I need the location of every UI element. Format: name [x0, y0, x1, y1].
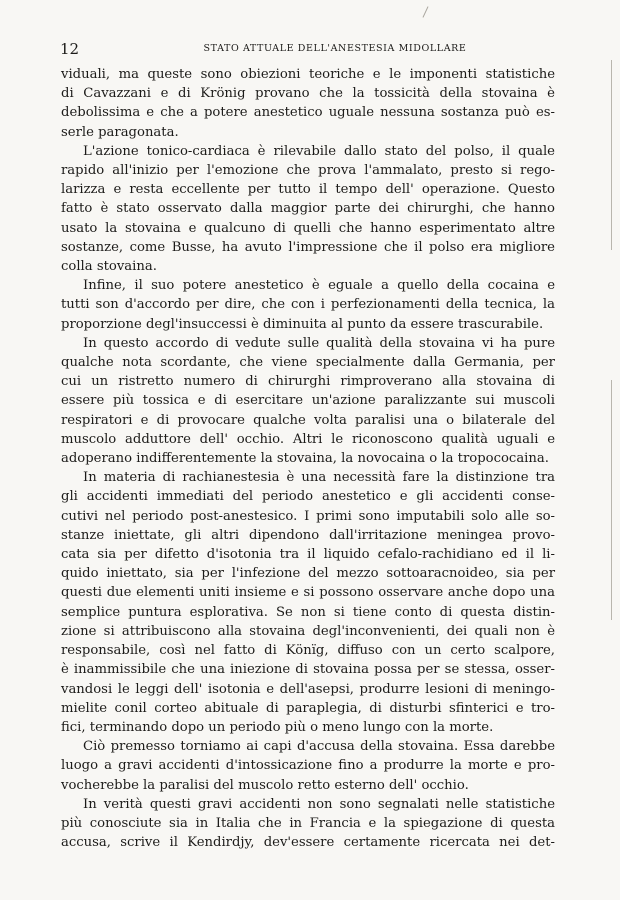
text-line: responsabile, così nel fatto di Könïg, diffuso con un certo scalpore,: [61, 643, 555, 659]
text-line: è inammissibile che una iniezione di stovaina possa per se stessa, osser-: [61, 662, 555, 678]
text-line: stanze iniettate, gli altri dipendono dall'irritazione meningea provo-: [61, 527, 555, 543]
text-line: di Cavazzani e di Krönig provano che la tossicità della stovaina è: [61, 86, 555, 102]
text-line: viduali, ma queste sono obiezioni teoriche e le imponenti statistiche: [61, 67, 555, 82]
text-line: muscolo adduttore dell' occhio. Altri le riconoscono qualità uguali e: [61, 431, 555, 447]
running-title: STATO ATTUALE DELL'ANESTESIA MIDOLLARE: [203, 43, 467, 54]
page-header: [60, 40, 560, 62]
text-line: mielite conil corteo abituale di paraplegia, di disturbi sfinterici e tro-: [61, 700, 555, 716]
text-line: adoperano indifferentemente la stovaina, la novocaina o la tropococaina.: [61, 451, 549, 467]
text-line: gli accidenti immediati del periodo anestetico e gli accidenti conse-: [61, 489, 555, 505]
text-line: fici, terminando dopo un periodo più o meno lungo con la morte.: [61, 719, 494, 735]
margin-tick-mark: [423, 6, 429, 17]
right-edge-shadow: [611, 380, 612, 620]
text-line: accusa, scrive il Kendirdjy, dev'essere certamente ricercata nei det-: [61, 835, 555, 851]
page-number: 12: [60, 40, 80, 58]
text-line: semplice puntura esplorativa. Se non si tiene conto di questa distin-: [61, 604, 555, 620]
text-line: colla stovaina.: [61, 259, 157, 275]
text-line: luogo a gravi accidenti d'intossicazione fino a produrre la morte e pro-: [61, 758, 555, 774]
text-line: larizza e resta eccellente per tutto il tempo dell' operazione. Questo: [61, 182, 555, 198]
right-edge-shadow: [611, 60, 612, 250]
text-line: serle paragonata.: [61, 124, 179, 140]
body-text: [61, 65, 555, 852]
text-line: respiratori e di provocare qualche volta paralisi una o bilaterale del: [61, 412, 555, 428]
text-line: essere più tossica e di esercitare un'azione paralizzante sui muscoli: [61, 393, 555, 409]
text-line: questi due elementi uniti insieme e si possono osservare anche dopo una: [61, 585, 555, 601]
text-line: zione si attribuiscono alla stovaina degl'inconvenienti, dei quali non è: [61, 623, 555, 639]
text-line: L'azione tonico-cardiaca è rilevabile dallo stato del polso, il quale: [83, 143, 555, 159]
text-line: rapido all'inizio per l'emozione che prova l'ammalato, presto si rego-: [61, 163, 555, 179]
text-line: usato la stovaina e qualcuno di quelli che hanno esperimentato altre: [61, 220, 555, 236]
text-line: qualche nota scordante, che viene specialmente dalla Germania, per: [61, 355, 555, 371]
text-line: fatto è stato osservato dalla maggior parte dei chirurghi, che hanno: [61, 201, 555, 217]
text-line: In verità questi gravi accidenti non sono segnalati nelle statistiche: [83, 796, 555, 812]
text-line: cui un ristretto numero di chirurghi rimproverano alla stovaina di: [61, 374, 555, 390]
text-line: vandosi le leggi dell' isotonia e dell'asepsi, produrre lesioni di meningo-: [61, 681, 555, 697]
text-line: cutivi nel periodo post-anestesico. I primi sono imputabili solo alle so-: [61, 508, 555, 524]
text-line: In questo accordo di vedute sulle qualità della stovaina vi ha pure: [83, 335, 555, 351]
text-line: tutti son d'accordo per dire, che con i perfezionamenti della tecnica, la: [61, 297, 555, 313]
text-line: sostanze, come Busse, ha avuto l'impressione che il polso era migliore: [61, 239, 555, 255]
text-line: più conosciute sia in Italia che in Francia e la spiegazione di questa: [61, 815, 555, 831]
text-line: In materia di rachianestesia è una necessità fare la distinzione tra: [83, 470, 555, 486]
text-line: vocherebbe la paralisi del muscolo retto esterno dell' occhio.: [61, 777, 469, 793]
text-line: cata sia per difetto d'isotonia tra il liquido cefalo-rachidiano ed il li-: [61, 547, 555, 563]
text-line: Infine, il suo potere anestetico è eguale a quello della cocaina e: [83, 278, 555, 294]
text-line: proporzione degl'insuccessi è diminuita al punto da essere trascurabile.: [61, 316, 544, 332]
text-line: quido iniettato, sia per l'infezione del mezzo sottoaracnoideo, sia per: [61, 566, 555, 582]
text-line: Ciò premesso torniamo ai capi d'accusa della stovaina. Essa darebbe: [83, 739, 555, 755]
text-line: debolissima e che a potere anestetico uguale nessuna sostanza può es-: [61, 105, 555, 121]
